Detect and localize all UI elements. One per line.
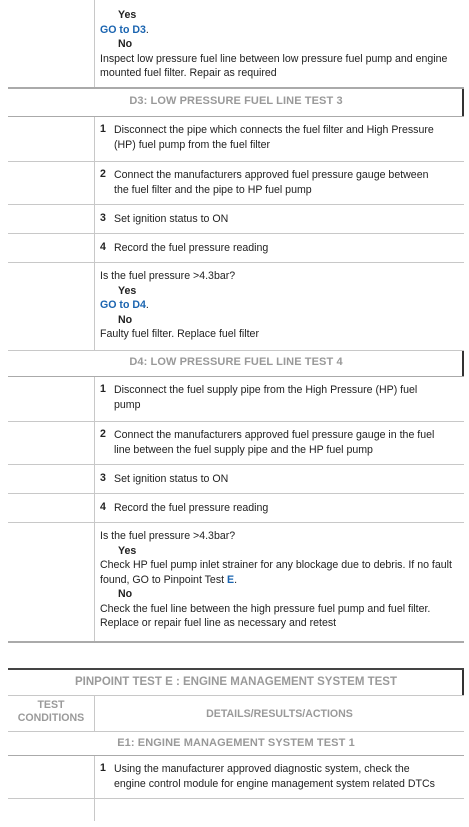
step-text: Set ignition status to ON [114,213,229,225]
yes-label: Yes [118,544,137,557]
step-text: Connect the manufacturers approved fuel pressure gauge between the fuel filter and the pipe to HP fuel pump [114,169,429,196]
no-label: No [118,38,133,50]
d3-header-row [8,89,464,116]
e1-header-row [8,732,464,756]
d4-step-2 [8,422,464,465]
step-number: 3 [100,212,106,224]
no-label: No [118,313,133,326]
d4-title: D4: LOW PRESSURE FUEL LINE TEST 4 [129,356,343,368]
d4-header-row [8,351,464,376]
step-text: Using the manufacturer approved diagnostic system, check the engine control module for engine management system related DTCs [114,763,435,790]
step-number: 4 [100,501,106,513]
step-number: 1 [100,762,106,774]
d3-step-1 [8,117,464,162]
goto-d4-link[interactable]: GO to D4 [100,299,146,311]
test-conditions-cell [8,0,95,87]
step-text: Disconnect the pipe which connects the fuel filter and High Pressure (HP) fuel pump from the fuel filter [114,124,434,151]
d3-steps [8,116,464,351]
d4-result-row [8,523,464,643]
goto-d3-link[interactable]: GO to D3 [100,23,146,36]
d4-step-3 [8,465,464,494]
step-number: 2 [100,168,106,180]
yes-label: Yes [118,9,137,21]
d4-step-1 [8,377,464,422]
d3-step-2 [8,162,464,205]
yes-action-text: Check HP fuel pump inlet strainer for any blockage due to debris. If no fault found, GO to Pinpoint Test E. [100,559,452,586]
d3-title: D3: LOW PRESSURE FUEL LINE TEST 3 [129,95,343,107]
step-number: 2 [100,428,106,440]
step-number: 4 [100,241,106,253]
d2-result-row [8,0,464,89]
d4-steps [8,376,464,643]
header-bar [462,89,464,116]
no-action-text: Check the fuel line between the high pressure fuel pump and fuel filter. Replace or repair fuel line as necessary and retest [100,602,431,629]
pinpoint-test-e-table [8,668,464,821]
step-text: Connect the manufacturers approved fuel pressure gauge in the fuel line between the fuel supply pipe and the HP fuel pump [114,429,435,456]
question-text: Is the fuel pressure >4.3bar? [100,270,236,282]
goto-line: GO to D4. [100,299,149,311]
no-label: No [118,588,133,600]
pinpoint-e-header [8,670,464,696]
step-number: 1 [100,123,106,135]
results-cell [100,0,464,85]
no-action-text: Inspect low pressure fuel line between low pressure fuel pump and engine mounted fuel filter. Repair as required [100,52,448,79]
step-text: Record the fuel pressure reading [114,242,269,254]
e1-next-row [8,799,464,821]
col-details-results-actions: DETAILS/RESULTS/ACTIONS [206,707,353,720]
goto-line: GO to D3. [100,23,149,36]
e1-title: E1: ENGINE MANAGEMENT SYSTEM TEST 1 [117,737,355,749]
step-number: 3 [100,472,106,484]
e1-step-1 [8,756,464,799]
question-text: Is the fuel pressure >4.3bar? [100,530,236,542]
d4-step-4 [8,494,464,523]
step-text: Record the fuel pressure reading [114,502,269,514]
d3-step-4 [8,234,464,263]
d3-step-3 [8,205,464,234]
step-text: Disconnect the fuel supply pipe from the High Pressure (HP) fuel pump [114,384,418,411]
yes-label: Yes [118,284,137,297]
step-text: Set ignition status to ON [114,473,229,485]
pinpoint-e-link[interactable]: E [227,573,235,586]
col-test-conditions: TEST CONDITIONS [8,696,95,731]
no-action-text: Faulty fuel filter. Replace fuel filter [100,328,259,340]
column-headers [8,696,464,732]
step-number: 1 [100,383,106,395]
d3-result-row [8,263,464,351]
diagnostic-table-d [8,0,464,643]
pinpoint-e-title: PINPOINT TEST E : ENGINE MANAGEMENT SYSTEM TEST [74,676,398,688]
